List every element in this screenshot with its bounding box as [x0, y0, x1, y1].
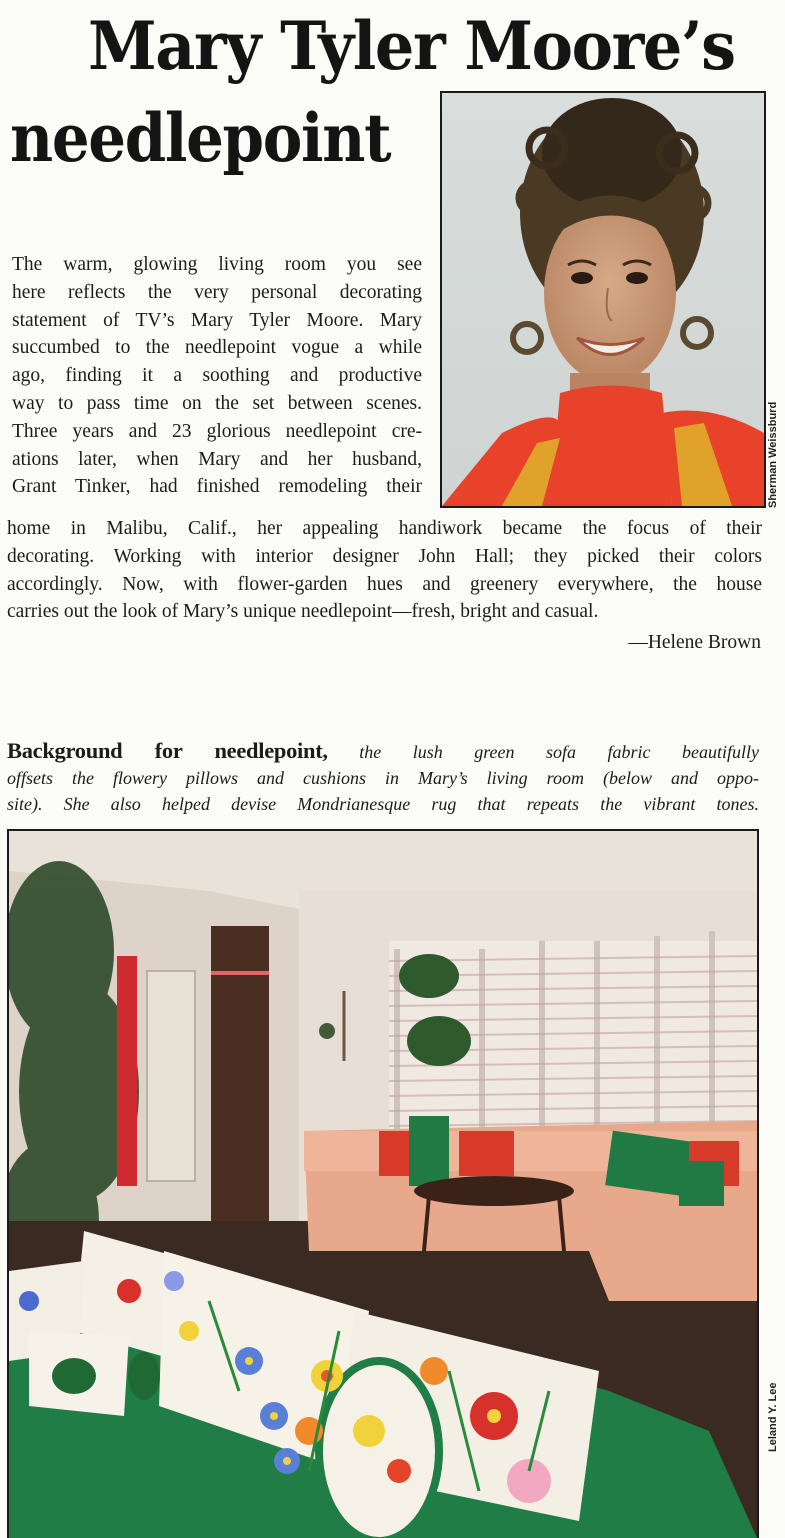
- caption-line: site). She also helped devise Mondrianesque rug that repeats the vibrant tones.: [7, 794, 759, 814]
- headline-line-2: needlepoint: [10, 99, 391, 177]
- intro-line: way to pass time on the set between scenes.: [12, 392, 422, 414]
- intro-line: ago, finding it a soothing and productive: [12, 365, 422, 387]
- portrait-illustration: [442, 93, 764, 506]
- caption-line: [7, 738, 759, 765]
- living-room-illustration: [9, 831, 757, 1538]
- intro-line: statement of TV’s Mary Tyler Moore. Mary: [12, 309, 422, 331]
- intro-line: Three years and 23 glorious needlepoint cre-: [12, 420, 422, 442]
- portrait-photo: [440, 91, 766, 508]
- photo-caption: [7, 738, 759, 817]
- intro-line: Grant Tinker, had finished remodeling their: [12, 476, 422, 498]
- intro-paragraph-narrow: [12, 251, 422, 501]
- portrait-photo-credit: Sherman Weissburd: [767, 401, 779, 508]
- intro-line: home in Malibu, Calif., her appealing handiwork became the focus of their: [7, 518, 762, 539]
- intro-line: ations later, when Mary and her husband,: [12, 448, 422, 470]
- intro-line: succumbed to the needlepoint vogue a while: [12, 337, 422, 359]
- intro-line: here reflects the very personal decorating: [12, 281, 422, 303]
- intro-paragraph-wide: [7, 515, 762, 626]
- intro-line: carries out the look of Mary’s unique needlepoint—fresh, bright and casual.: [7, 601, 599, 623]
- caption-lead: Background for needlepoint,: [7, 738, 328, 763]
- intro-line: accordingly. Now, with flower-garden hues and greenery everywhere, the house: [7, 573, 762, 595]
- caption-line: offsets the flowery pillows and cushions in Mary’s living room (below and oppo-: [7, 768, 759, 788]
- caption-text: the lush green sofa fabric beautifully: [359, 742, 760, 762]
- living-room-photo: [7, 829, 759, 1538]
- intro-line: decorating. Working with interior designer John Hall; they picked their colors: [7, 545, 762, 567]
- intro-line: The warm, glowing living room you see: [12, 254, 422, 275]
- author-byline: —Helene Brown: [628, 632, 761, 653]
- headline-line-1: Mary Tyler Moore’s: [88, 7, 735, 85]
- room-photo-credit: Leland Y. Lee: [767, 1382, 779, 1452]
